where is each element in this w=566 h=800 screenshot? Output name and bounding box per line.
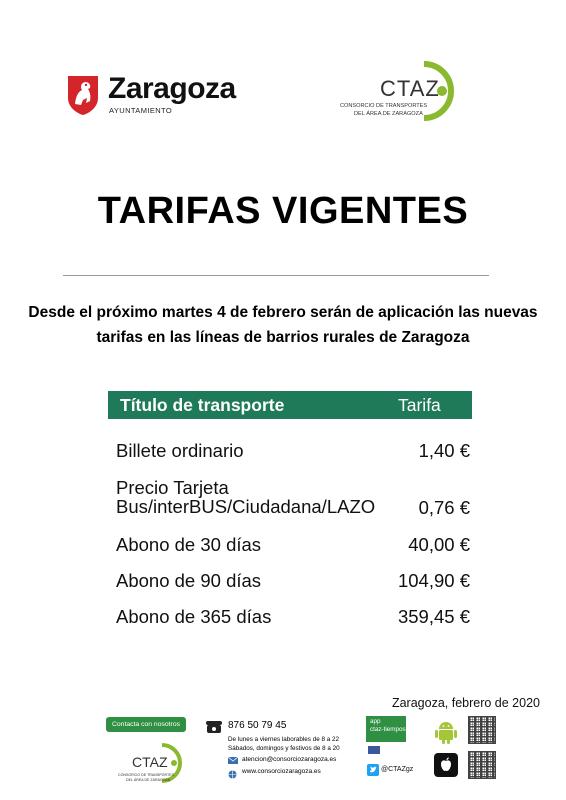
- divider: [63, 275, 489, 276]
- fare-row-label: Billete ordinario: [116, 440, 244, 461]
- ctaz-logo-mark: [338, 60, 468, 122]
- fares-table-header: [108, 391, 472, 419]
- app-badge-line: app: [370, 718, 381, 725]
- globe-icon: [228, 770, 237, 779]
- date-line: Zaragoza, febrero de 2020: [391, 696, 540, 710]
- hours-weekday: De lunes a viernes laborables de 8 a 22: [228, 736, 339, 743]
- ctaz-logo-line2: DEL ÁREA DE ZARAGOZA: [354, 111, 423, 117]
- fare-row-label-line: Bus/interBUS/Ciudadana/LAZO: [116, 496, 376, 517]
- ctaz-small-logo-line1: CONSORCIO DE TRANSPORTES: [118, 773, 174, 777]
- zaragoza-logo-name: Zaragoza: [108, 72, 236, 105]
- website-link[interactable]: www.consorciozaragoza.es: [242, 768, 321, 775]
- fare-row-price: 1,40 €: [418, 440, 470, 461]
- fare-row-label: Abono de 90 días: [116, 570, 262, 591]
- ctaz-small-logo-line2: DEL ÁREA DE ZARAGOZA: [126, 778, 171, 782]
- fare-row-label: Abono de 365 días: [116, 606, 272, 627]
- fare-row-label: [116, 478, 375, 516]
- zaragoza-logo-subtitle: AYUNTAMIENTO: [109, 106, 173, 115]
- fare-row-price: 359,45 €: [397, 606, 470, 627]
- ctaz-small-logo: [116, 742, 188, 786]
- contact-button[interactable]: Contacta con nosotros: [106, 717, 186, 732]
- mail-icon: [228, 757, 238, 764]
- ctaz-logo: [338, 60, 468, 122]
- email-link[interactable]: atencion@consorciozaragoza.es: [242, 756, 337, 763]
- apple-icon[interactable]: [434, 753, 458, 777]
- qr-code-android[interactable]: [468, 716, 496, 744]
- column-header-ticket: Título de transporte: [120, 395, 285, 415]
- phone-number[interactable]: 876 50 79 45: [228, 720, 287, 731]
- column-header-price: Tarifa: [398, 395, 441, 415]
- fare-row-price: 104,90 €: [397, 570, 470, 591]
- twitter-handle[interactable]: @CTAZgz: [381, 766, 414, 773]
- twitter-icon: [367, 764, 379, 776]
- fare-row-label-line: Precio Tarjeta: [116, 477, 229, 498]
- phone-icon: [206, 721, 222, 733]
- ctaz-logo-text: CTAZ: [380, 76, 440, 101]
- app-badge[interactable]: [366, 716, 406, 742]
- ctaz-logo-line1: CONSORCIO DE TRANSPORTES: [340, 103, 428, 109]
- qr-code-apple[interactable]: [468, 751, 496, 779]
- facebook-icon: [368, 746, 380, 754]
- announcement-text: Desde el próximo martes 4 de febrero serán de aplicación las nuevas tarifas en las líneas de barrios rurales de Zaragoza: [28, 304, 538, 346]
- android-icon[interactable]: [434, 718, 458, 744]
- zaragoza-logo: [66, 74, 256, 120]
- zaragoza-lion-shield-icon: [66, 74, 100, 116]
- ctaz-small-logo-text: CTAZ: [132, 754, 168, 770]
- fare-row-price: 0,76 €: [418, 497, 470, 518]
- fare-row-price: 40,00 €: [408, 534, 470, 555]
- fare-row-label: Abono de 30 días: [116, 534, 262, 555]
- hours-weekend: Sábados, domingos y festivos de 8 a 20: [228, 745, 340, 752]
- page-title: TARIFAS VIGENTES: [97, 190, 469, 232]
- app-badge-line: ctaz-tiempos: [370, 726, 406, 733]
